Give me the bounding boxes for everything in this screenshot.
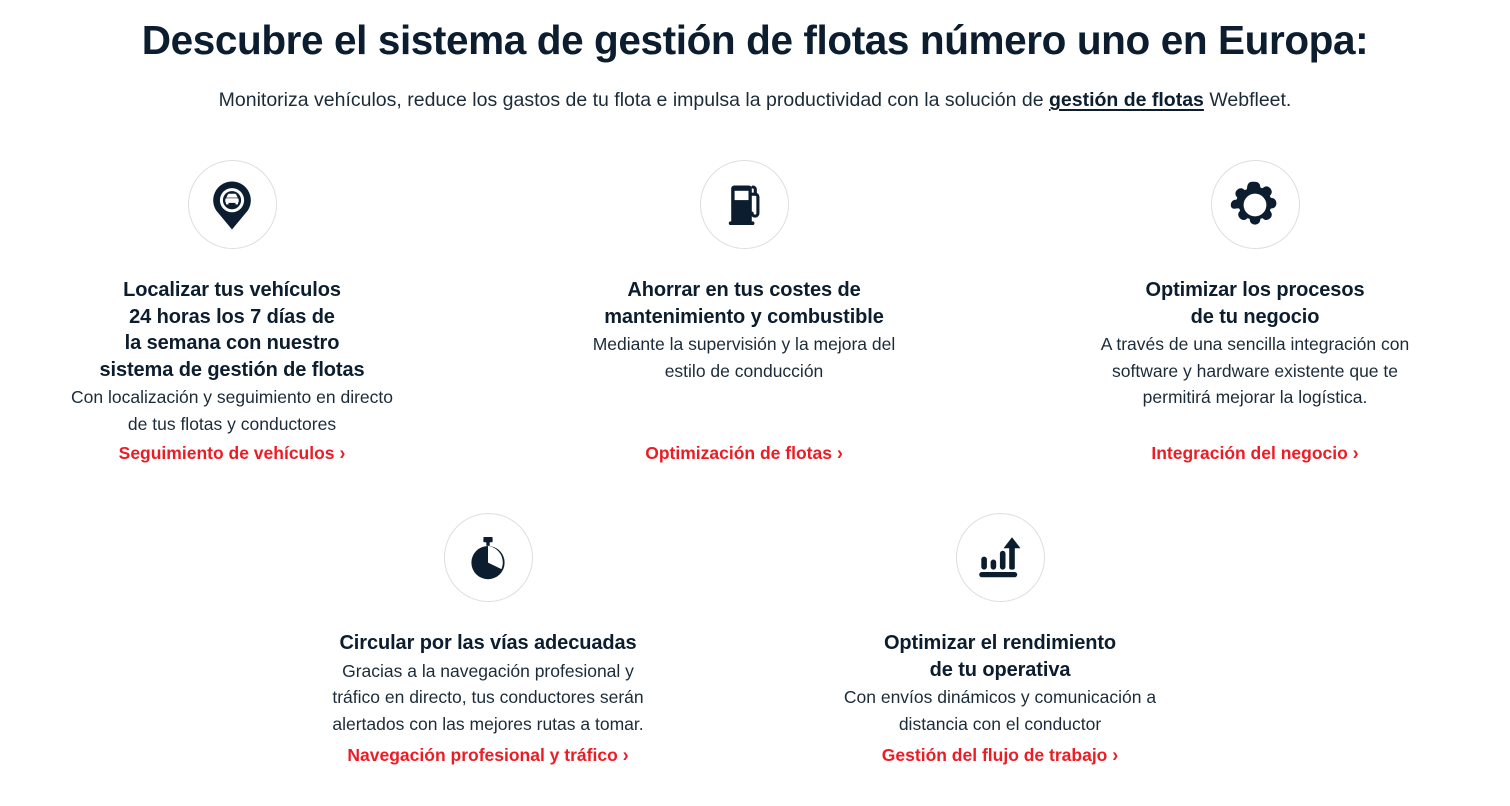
stopwatch-icon <box>444 513 533 602</box>
card-link-label: Integración del negocio <box>1151 443 1348 463</box>
card-title <box>278 630 698 657</box>
card-body <box>22 384 442 437</box>
card-title <box>790 630 1210 683</box>
card-title-line: Circular por las vías adecuadas <box>339 632 637 654</box>
card-title-line: Optimizar los procesos <box>1145 279 1365 301</box>
card-link-vehicle-tracking[interactable] <box>22 442 442 464</box>
hero-subtitle <box>0 87 1510 113</box>
card-title <box>534 277 954 330</box>
card-link-workflow-management[interactable] <box>790 744 1210 766</box>
bar-chart-arrow-icon <box>956 513 1045 602</box>
chevron-right-icon: › <box>622 743 629 767</box>
card-link-fleet-optimisation[interactable] <box>534 442 954 464</box>
card-link-label: Gestión del flujo de trabajo <box>881 745 1108 765</box>
feature-card-workflow-management <box>790 513 1210 767</box>
feature-card-navigation-traffic <box>278 513 698 767</box>
card-link-navigation-traffic[interactable] <box>278 744 698 766</box>
feature-card-fleet-optimisation <box>534 160 954 465</box>
card-body <box>278 658 698 738</box>
card-body-line: distancia con el conductor <box>898 713 1102 734</box>
hero-subtitle-text-before: Monitoriza vehículos, reduce los gastos de tu flota e impulsa la productividad con la solución de <box>218 89 1049 112</box>
card-title-line: mantenimiento y combustible <box>604 305 884 328</box>
card-link-label: Navegación profesional y tráfico <box>347 745 618 765</box>
card-body <box>790 684 1210 737</box>
card-body-line: Con localización y seguimiento en directo <box>71 387 393 407</box>
card-body-line: A través de una sencilla integración con <box>1100 334 1410 354</box>
card-body-line: software y hardware existente que te <box>1112 360 1398 381</box>
card-link-business-integration[interactable] <box>1045 442 1465 464</box>
card-title-line: de tu operativa <box>929 658 1071 681</box>
feature-card-vehicle-tracking <box>22 160 442 465</box>
card-title-line: Ahorrar en tus costes de <box>627 279 861 301</box>
card-body-line: de tus flotas y conductores <box>127 413 337 434</box>
card-title-line: 24 horas los 7 días de <box>129 305 335 328</box>
feature-card-business-integration <box>1045 160 1465 465</box>
chevron-right-icon: › <box>339 441 346 465</box>
card-body <box>1045 331 1465 411</box>
card-title-line: Optimizar el rendimiento <box>883 632 1117 654</box>
card-body-line: tráfico en directo, tus conductores serán <box>332 687 644 707</box>
chevron-right-icon: › <box>836 441 843 465</box>
card-body-line: alertados con las mejores rutas a tomar. <box>332 713 644 734</box>
chevron-right-icon: › <box>1352 441 1359 465</box>
gear-icon <box>1211 160 1300 249</box>
card-title-line: la semana con nuestro <box>124 332 340 354</box>
page-title: Descubre el sistema de gestión de flotas número uno en Europa: <box>141 17 1369 63</box>
fuel-pump-icon <box>700 160 789 249</box>
map-pin-car-icon <box>188 160 277 249</box>
card-title-line: sistema de gestión de flotas <box>99 358 365 381</box>
card-body-line: estilo de conducción <box>664 360 824 381</box>
card-link-label: Optimización de flotas <box>645 443 832 463</box>
hero-header <box>0 18 1510 114</box>
fleet-management-link[interactable]: gestión de flotas <box>1048 89 1204 112</box>
card-body-line: Con envíos dinámicos y comunicación a <box>843 687 1157 707</box>
card-link-label: Seguimiento de vehículos <box>118 443 335 463</box>
card-body-line: Gracias a la navegación profesional y <box>342 660 634 681</box>
chevron-right-icon: › <box>1112 743 1119 767</box>
card-title <box>22 277 442 383</box>
card-body <box>534 331 954 384</box>
card-body-line: permitirá mejorar la logística. <box>1142 387 1368 407</box>
hero-subtitle-text-after: Webfleet. <box>1203 89 1292 112</box>
card-title <box>1045 277 1465 330</box>
card-body-line: Mediante la supervisión y la mejora del <box>592 334 896 354</box>
card-title-line: Localizar tus vehículos <box>123 279 341 301</box>
card-title-line: de tu negocio <box>1190 305 1320 328</box>
